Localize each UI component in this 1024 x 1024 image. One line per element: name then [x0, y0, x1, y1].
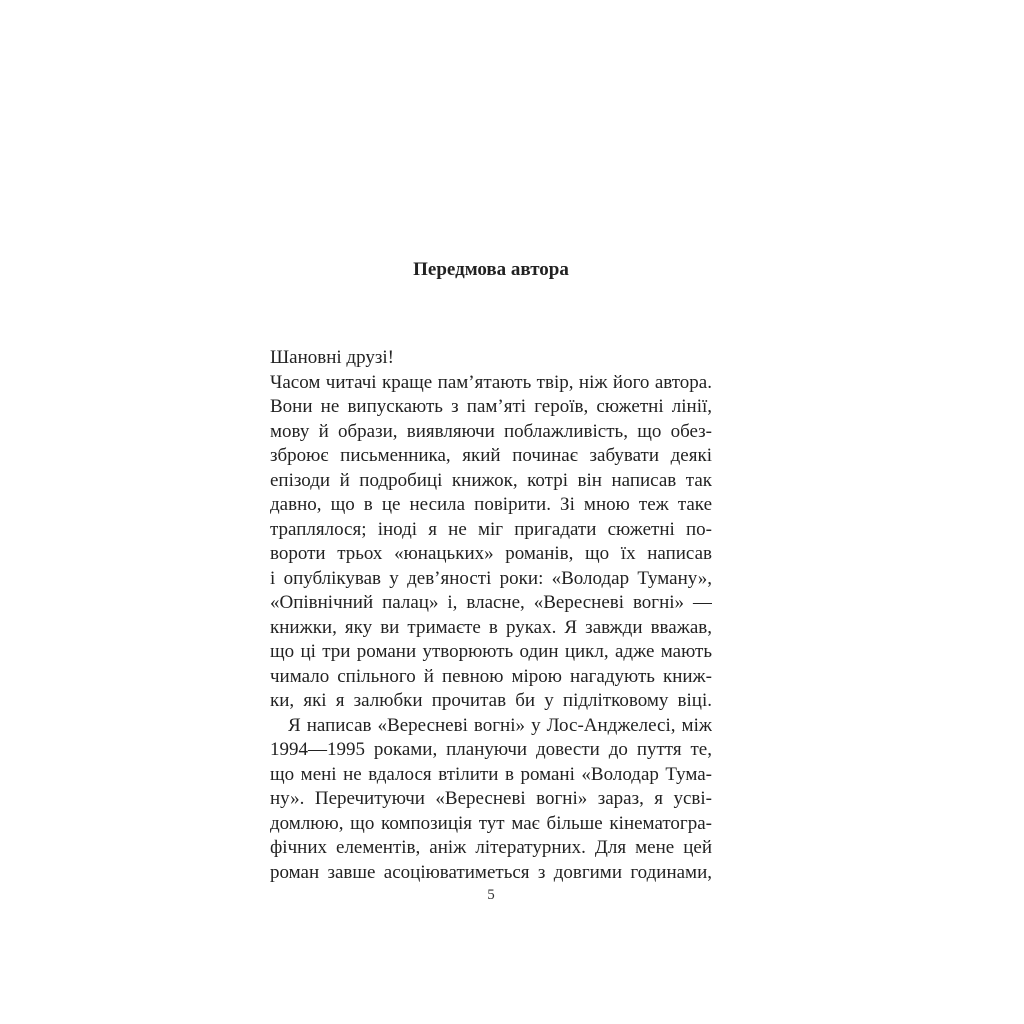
text-line: Вони не випускають з пам’яті героїв, сюжетні лінії,: [270, 396, 712, 417]
text-line: що мені не вдалося втілити в романі «Володар Тума-: [270, 763, 712, 785]
page-number: 5: [487, 887, 495, 903]
text-line: чимало спільного й певною мірою нагадують книж-: [270, 665, 712, 687]
text-line: епізоди й подробиці книжок, котрі він написав так: [270, 469, 712, 491]
text-line: траплялося; іноді я не міг пригадати сюжетні по-: [270, 518, 712, 540]
text-line: ки, які я залюбки прочитав би у підлітковому віці.: [270, 690, 712, 711]
text-line: і опублікував у дев’яності роки: «Володар Туману»,: [270, 567, 712, 589]
text-line: фічних елементів, аніж літературних. Для мене цей: [270, 837, 712, 858]
text-line: Шановні друзі!: [270, 347, 394, 368]
text-line: вороти трьох «юнацьких» романів, що їх написав: [270, 543, 712, 564]
chapter-heading: Передмова автора: [413, 259, 569, 280]
text-line: ну». Перечитуючи «Вересневі вогні» зараз, я усві-: [270, 788, 712, 809]
text-line: що ці три романи утворюють один цикл, адже мають: [270, 641, 712, 662]
text-line: 1994—1995 роками, плануючи довести до пуття те,: [270, 739, 712, 760]
text-line: роман завше асоціюватиметься з довгими годинами,: [270, 861, 712, 883]
body-text: [270, 346, 712, 885]
text-line: мову й образи, виявляючи поблажливість, що обез-: [270, 420, 712, 442]
text-line: «Опівнічний палац» і, власне, «Вересневі вогні» —: [270, 592, 712, 613]
text-line: Часом читачі краще пам’ятають твір, ніж його автора.: [270, 371, 712, 393]
text-line: книжки, яку ви тримаєте в руках. Я завжди вважав,: [270, 616, 712, 638]
text-line: зброює письменника, який починає забувати деякі: [270, 445, 712, 466]
text-line: давно, що в це несила повірити. Зі мною теж таке: [270, 494, 712, 515]
text-line: домлюю, що композиція тут має більше кінематогра-: [270, 812, 712, 834]
text-line: Я написав «Вересневі вогні» у Лос-Анджелесі, між: [288, 714, 712, 736]
